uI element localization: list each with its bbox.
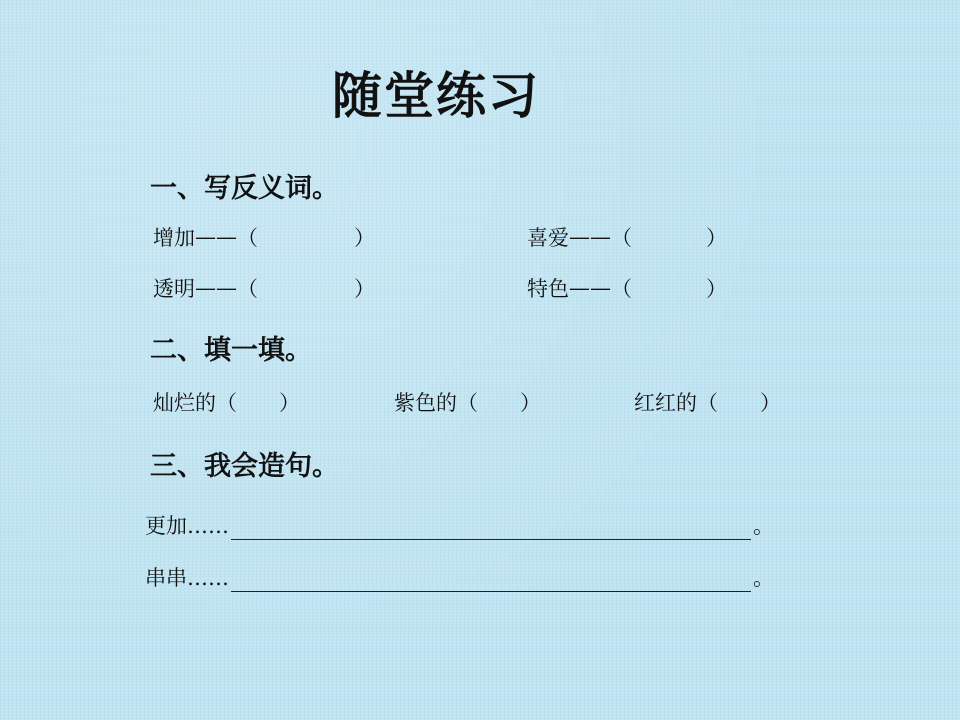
close-paren: ） [354,277,375,301]
fill-in-item [153,387,300,417]
antonym-word: 喜爱 [527,226,569,250]
answer-line[interactable] [231,569,751,592]
sentence-prompt: 更加…… [145,514,229,538]
antonym-dash: —— [195,225,237,249]
open-paren: （ [697,391,718,415]
open-paren: （ [237,226,258,250]
close-paren: ） [354,226,375,250]
open-paren: （ [457,391,478,415]
antonym-dash: —— [195,276,237,300]
close-paren: ） [706,277,727,301]
antonym-item [153,273,375,303]
fill-in-word: 紫色的 [394,391,457,415]
section-heading-fill-in: 二、填一填。 [150,335,312,366]
antonym-word: 特色 [527,277,569,301]
antonym-dash: —— [569,276,611,300]
antonym-item [527,273,727,303]
sentence-prompt: 串串…… [145,566,229,590]
close-paren: ） [520,391,541,415]
section-heading-sentences: 三、我会造句。 [150,451,339,482]
sentence-item [145,510,774,540]
antonym-dash: —— [569,225,611,249]
sentence-end: 。 [753,566,774,590]
fill-in-word: 灿烂的 [153,391,216,415]
fill-in-item [634,387,781,417]
page-title: 随堂练习 [332,66,540,125]
close-paren: ） [760,391,781,415]
fill-in-word: 红红的 [634,391,697,415]
antonym-item [153,222,375,252]
antonym-word: 增加 [153,226,195,250]
antonym-item [527,222,727,252]
sentence-item [145,562,774,592]
close-paren: ） [279,391,300,415]
section-heading-antonyms: 一、写反义词。 [150,173,339,204]
antonym-word: 透明 [153,277,195,301]
open-paren: （ [611,226,632,250]
open-paren: （ [237,277,258,301]
answer-line[interactable] [231,517,751,540]
sentence-end: 。 [753,514,774,538]
open-paren: （ [611,277,632,301]
open-paren: （ [216,391,237,415]
close-paren: ） [706,226,727,250]
fill-in-item [394,387,541,417]
